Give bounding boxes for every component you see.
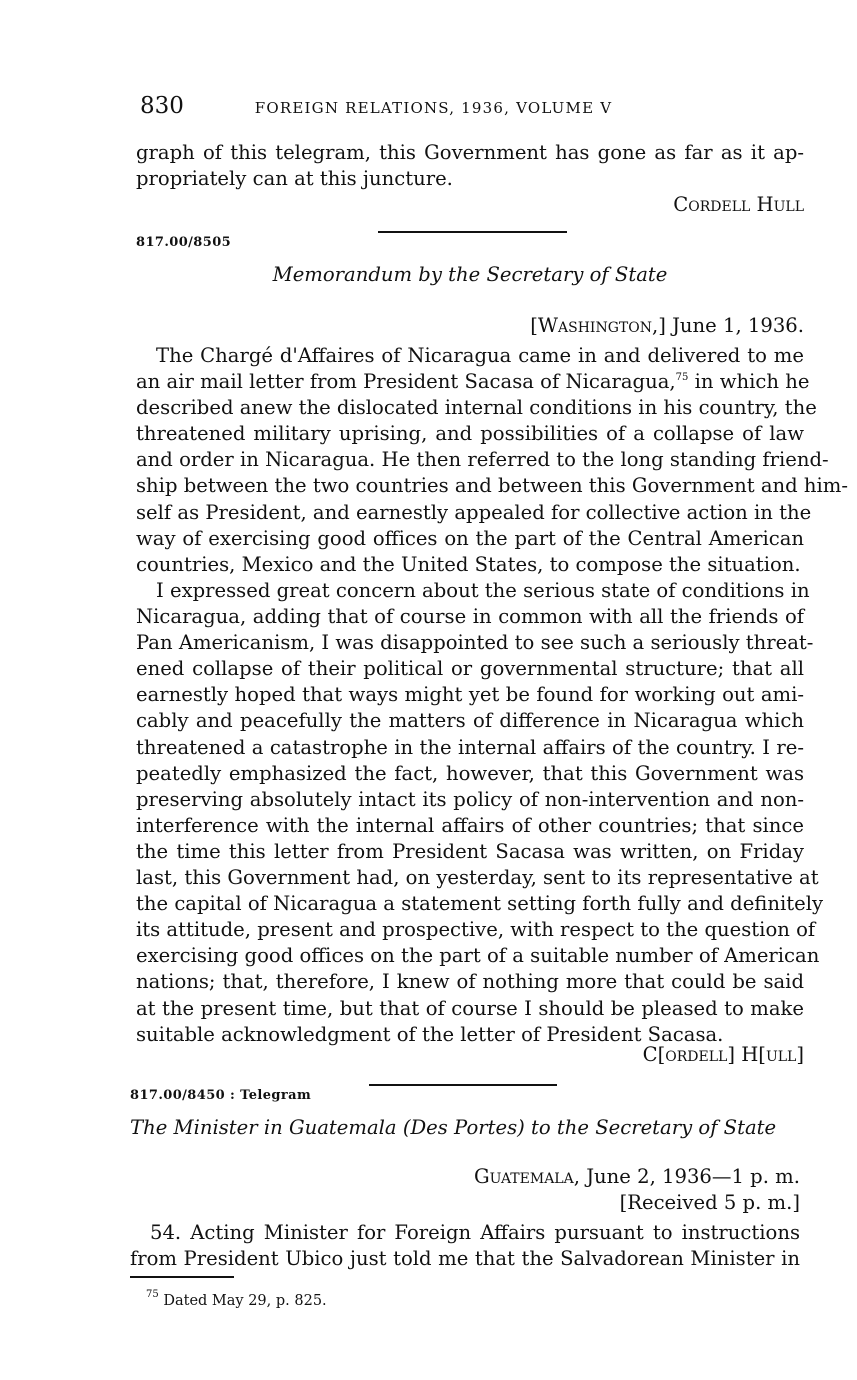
text-line: 54. Acting Minister for Foreign Affairs pursuant to instructions [150,1221,800,1244]
text-line: the capital of Nicaragua a statement setting forth fully and definitely [136,892,824,916]
dateline-date: June 1, 1936. [672,314,804,337]
title-fragment: The Minister in Guatemala [130,1116,397,1139]
text-line: interference with the internal affairs of other countries; that since [136,813,804,837]
dateline-date: June 2, 1936—1 p. m. [586,1165,800,1188]
sig-part: ] [796,1043,804,1066]
title-fragment: to the Secretary of State [531,1116,777,1139]
text-line: preserving absolutely intact its policy of non-intervention and non- [136,787,804,811]
text-line: nations; that, therefore, I knew of nothing more that could be said [136,970,804,994]
text-line: exercising good offices on the part of a suitable number of American [136,944,820,968]
text-line: cably and peacefully the matters of difference in Nicaragua which [136,709,804,733]
text-line: countries, Mexico and the United States, to compose the situation. [136,552,801,576]
telegram-paragraph [130,1220,800,1272]
memo-paragraph-1 [136,343,849,578]
text-line: peatedly emphasized the fact, however, that this Government was [136,761,804,785]
title-fragment: Des Portes [410,1116,518,1139]
footnote-ref: 75 [675,372,689,384]
text-fragment: an air mail letter from President Sacasa of Nicaragua, [136,370,676,394]
text-line: graph of this telegram, this Government has gone as far as it ap- [136,141,804,164]
text-line: self as President, and earnestly appealed for collective action in the [136,500,812,524]
page-number: 830 [140,93,184,119]
text-line: Nicaragua, adding that of course in common with all the friends of [136,605,804,629]
sig-part: C[ [642,1043,666,1066]
text-line: from President Ubico just told me that the Salvadorean Minister in [130,1247,800,1271]
signature-cordell-hull: Cordell Hull [673,193,804,216]
file-reference: 817.00/8450 : Telegram [130,1088,312,1103]
text-line: the time this letter from President Sacasa was written, on Friday [136,839,804,863]
text-line: last, this Government had, on yesterday, sent to its representative at [136,866,819,890]
footnote-marker: 75 [146,1289,159,1300]
text-line: threatened military uprising, and possibilities of a collapse of law [136,422,804,446]
text-line: ship between the two countries and between this Government and him- [136,474,849,498]
footnote [146,1289,327,1309]
text-line [136,369,810,395]
continued-paragraph [136,140,804,192]
dateline-place: Washington, [537,314,659,337]
text-line: way of exercising good offices on the part of the Central American [136,526,804,550]
text-line: threatened a catastrophe in the internal affairs of the country. I re- [136,735,804,759]
section-divider [378,231,567,233]
sig-part: ordell [665,1043,728,1066]
section-divider [369,1084,557,1086]
text-line: described anew the dislocated internal conditions in his country, the [136,396,817,420]
running-title: FOREIGN RELATIONS, 1936, VOLUME V [254,99,613,117]
memo-paragraph-2 [136,578,824,1048]
document-title: The Minister in Guatemala (Des Portes) to the Secretary of State [130,1116,777,1139]
text-line: and order in Nicaragua. He then referred to the long standing friend- [136,448,829,472]
received-note: [Received 5 p. m.] [619,1191,800,1214]
sig-part: ] H[ [727,1043,766,1066]
file-reference: 817.00/8505 [136,235,232,250]
text-line: I expressed great concern about the serious state of conditions in [156,579,810,602]
text-line: propriately can at this juncture. [136,167,453,191]
text-line: Pan Americanism, I was disappointed to see such a seriously threat- [136,631,814,655]
dateline: [Washington,] June 1, 1936. [530,314,804,337]
text-line: at the present time, but that of course I should be pleased to make [136,996,804,1020]
document-title: Memorandum by the Secretary of State [272,263,668,286]
text-line: earnestly hoped that ways might yet be found for working out ami- [136,683,804,707]
text-line: The Chargé d'Affaires of Nicaragua came in and delivered to me [156,344,804,367]
dateline [130,1165,800,1188]
text-fragment: in which he [688,370,810,394]
signature-initials [136,1043,804,1066]
sig-part: ull [765,1043,797,1066]
text-line: suitable acknowledgment of the letter of President Sacasa. [136,1022,724,1046]
footnote-text: Dated May 29, p. 825. [163,1293,327,1309]
dateline-place: Guatemala, [473,1165,580,1188]
text-line: ened collapse of their political or governmental structure; that all [136,657,804,681]
text-line: its attitude, present and prospective, with respect to the question of [136,918,816,942]
footnote-rule [130,1276,234,1278]
